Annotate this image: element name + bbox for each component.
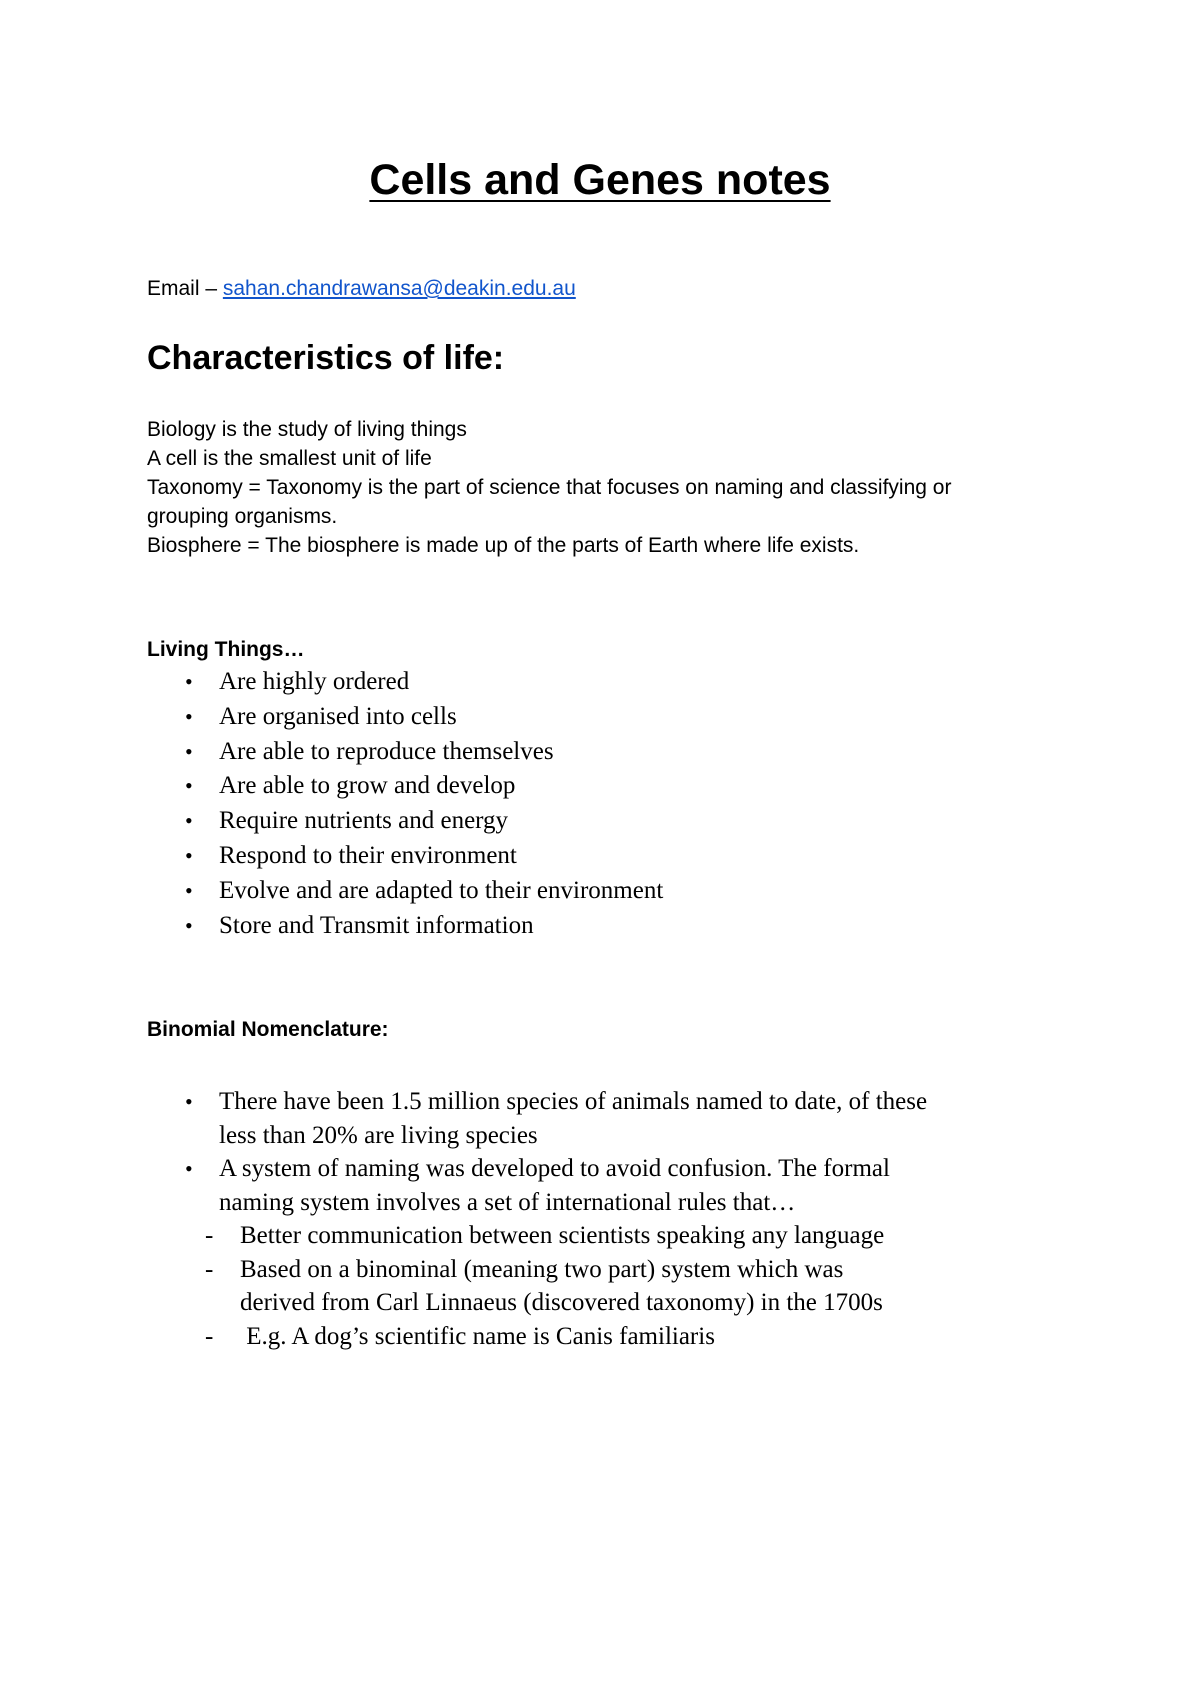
bullet-icon: • xyxy=(185,1089,193,1114)
sub-list-line: E.g. A dog’s scientific name is Canis familiaris xyxy=(240,1322,715,1350)
list-item xyxy=(147,839,663,874)
sub-list-item xyxy=(147,1320,927,1354)
body-line: Taxonomy = Taxonomy is the part of science that focuses on naming and classifying or xyxy=(147,476,952,499)
list-item-text: Are able to reproduce themselves xyxy=(219,737,554,765)
bullet-icon: • xyxy=(185,773,193,799)
body-line: Biosphere = The biosphere is made up of the parts of Earth where life exists. xyxy=(147,534,860,557)
list-item xyxy=(147,909,663,944)
dash-icon: - xyxy=(205,1222,214,1249)
list-item xyxy=(147,769,663,804)
list-item xyxy=(147,735,663,770)
list-item-line: A system of naming was developed to avoid confusion. The formal xyxy=(219,1155,890,1182)
list-item-text: Respond to their environment xyxy=(219,841,517,869)
bullet-icon: • xyxy=(185,842,193,868)
list-item-line: naming system involves a set of international rules that… xyxy=(219,1188,796,1216)
list-item-text: Are organised into cells xyxy=(219,702,457,730)
living-things-list xyxy=(147,665,663,943)
body-line: grouping organisms. xyxy=(147,505,338,528)
sub-list-line: Based on a binominal (meaning two part) system which was xyxy=(240,1255,844,1283)
characteristics-heading: Characteristics of life: xyxy=(147,339,505,377)
bullet-icon: • xyxy=(185,877,193,903)
living-things-heading: Living Things… xyxy=(147,638,305,661)
list-item xyxy=(147,804,663,839)
list-item xyxy=(147,700,663,735)
email-label: Email – xyxy=(147,277,223,300)
list-item-line: less than 20% are living species xyxy=(219,1121,538,1149)
email-line xyxy=(147,275,576,303)
bullet-icon: • xyxy=(185,669,193,694)
sub-list-item xyxy=(147,1219,927,1253)
list-item-text: Evolve and are adapted to their environment xyxy=(219,876,664,904)
binomial-list xyxy=(147,1085,927,1353)
page-title: Cells and Genes notes xyxy=(369,156,831,204)
list-item xyxy=(147,665,663,700)
sub-list-line: Better communication between scientists speaking any language xyxy=(240,1222,885,1249)
list-item-text: Are able to grow and develop xyxy=(219,772,516,800)
list-item xyxy=(147,874,663,909)
list-item-line: There have been 1.5 million species of animals named to date, of these xyxy=(219,1088,928,1115)
bullet-icon: • xyxy=(185,808,193,834)
dash-icon: - xyxy=(205,1322,214,1350)
bullet-icon: • xyxy=(185,703,193,729)
body-line: A cell is the smallest unit of life xyxy=(147,447,432,470)
characteristics-body xyxy=(147,415,1027,560)
email-link[interactable]: sahan.chandrawansa@deakin.edu.au xyxy=(222,277,576,300)
bullet-icon: • xyxy=(185,738,193,764)
list-item-text: Require nutrients and energy xyxy=(219,807,509,835)
sub-list-line: derived from Carl Linnaeus (discovered taxonomy) in the 1700s xyxy=(240,1289,883,1316)
list-item-text: Store and Transmit information xyxy=(219,911,534,939)
list-item-text: Are highly ordered xyxy=(219,668,410,695)
list-item xyxy=(147,1085,927,1152)
sub-list xyxy=(147,1219,927,1353)
bullet-icon: • xyxy=(185,912,193,938)
sub-list-item xyxy=(147,1253,927,1320)
list-item xyxy=(147,1152,927,1353)
binomial-heading: Binomial Nomenclature: xyxy=(147,1018,389,1041)
bullet-icon: • xyxy=(185,1156,193,1181)
body-line: Biology is the study of living things xyxy=(147,418,467,441)
dash-icon: - xyxy=(205,1255,214,1283)
